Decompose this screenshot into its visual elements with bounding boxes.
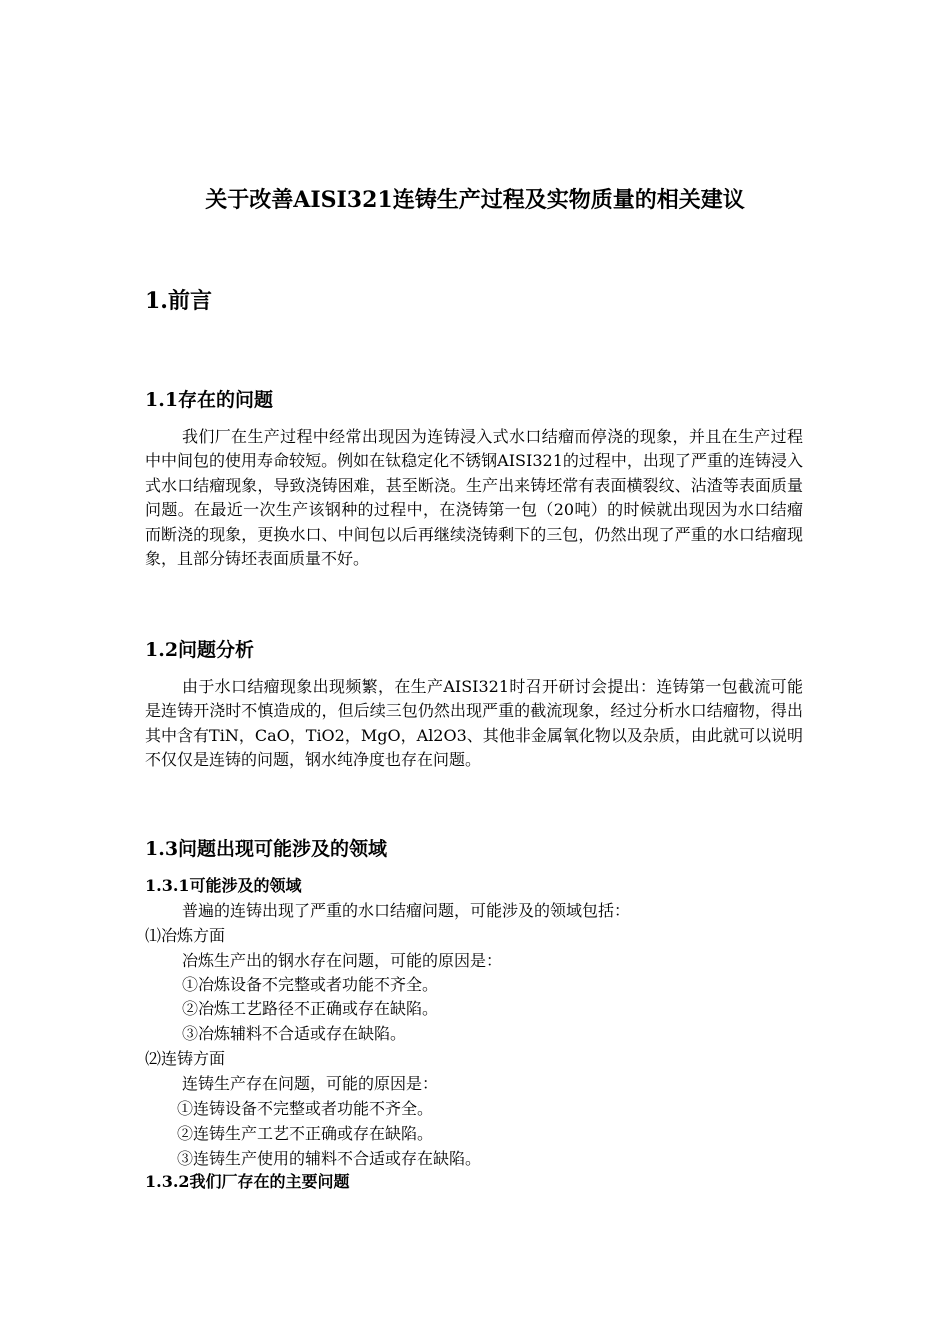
subsection-heading-main-problems: 1.3.2我们厂存在的主要问题 — [145, 1172, 350, 1191]
list-item: ②冶炼工艺路径不正确或存在缺陷。 — [182, 999, 439, 1018]
group-intro-smelting: 冶炼生产出的钢水存在问题，可能的原因是： — [182, 951, 503, 970]
document-title: 关于改善AISI321连铸生产过程及实物质量的相关建议 — [205, 187, 745, 213]
section-heading-preface: 1.前言 — [145, 288, 212, 314]
list-item: ②连铸生产工艺不正确或存在缺陷。 — [177, 1124, 434, 1143]
list-item: ①冶炼设备不完整或者功能不齐全。 — [182, 975, 439, 994]
subsection-heading-possible-areas: 1.3.1可能涉及的领域 — [145, 876, 302, 895]
section-heading-problem-analysis: 1.2问题分析 — [145, 639, 255, 661]
group-label-casting: ⑵连铸方面 — [145, 1049, 226, 1068]
subsection-intro: 普遍的连铸出现了严重的水口结瘤问题，可能涉及的领域包括： — [182, 901, 631, 920]
paragraph-existing-problems: 我们厂在生产过程中经常出现因为连铸浸入式水口结瘤而停浇的现象，并且在生产过程中中间包的使用寿命较短。例如在钛稳定化不锈钢AISI321的过程中，出现了严重的连铸浸入式水口结瘤现象，导致浇铸困难，甚至断浇。生产出来铸坯常有表面横裂纹、沾渣等表面质量问题。在最近一次生产该钢种的过程中，在浇铸第一包（20吨）的时候就出现因为水口结瘤而断浇的现象，更换水口、中间包以后再继续浇铸剩下的三包，仍然出现了严重的水口结瘤现象，且部分铸坯表面质量不好。 — [145, 427, 803, 569]
section-heading-existing-problems: 1.1存在的问题 — [145, 389, 274, 411]
list-item: ①连铸设备不完整或者功能不齐全。 — [177, 1099, 434, 1118]
group-intro-casting: 连铸生产存在问题，可能的原因是： — [182, 1074, 439, 1093]
paragraph-problem-analysis: 由于水口结瘤现象出现频繁，在生产AISI321时召开研讨会提出：连铸第一包截流可能是连铸开浇时不慎造成的，但后续三包仍然出现严重的截流现象，经过分析水口结瘤物，得出其中含有TiN，CaO，TiO2，MgO，Al2O3、其他非金属氧化物以及杂质，由此就可以说明不仅仅是连铸的问题，钢水纯净度也存在问题。 — [145, 677, 803, 770]
list-item: ③冶炼辅料不合适或存在缺陷。 — [182, 1024, 407, 1043]
section-heading-possible-areas: 1.3问题出现可能涉及的领域 — [145, 838, 388, 860]
list-item: ③连铸生产使用的辅料不合适或存在缺陷。 — [177, 1149, 482, 1168]
group-label-smelting: ⑴冶炼方面 — [145, 926, 226, 945]
